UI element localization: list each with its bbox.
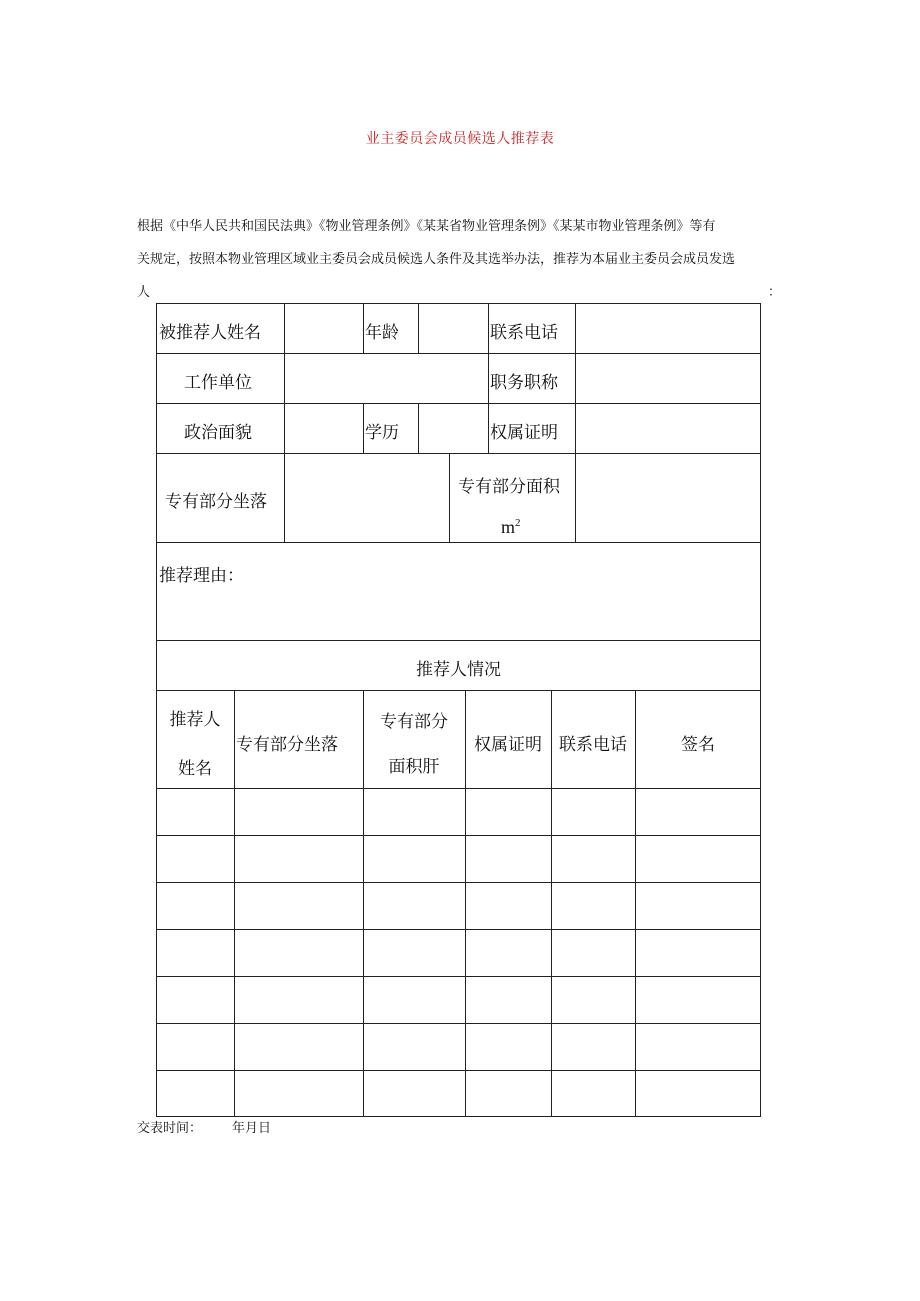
col-name-header-line2: 姓名 [178, 759, 212, 779]
intro-line-2: 关规定，按照本物业管理区域业主委员会成员候选人条件及其选举办法，推荐为本届业主委员会成员发选 [137, 252, 736, 267]
col-cert-header-text: 权属证明 [474, 735, 542, 755]
col-sign-header-text: 签名 [681, 735, 715, 755]
recommender-row-3-location-cell[interactable] [234, 882, 363, 929]
recommender-row-4-area-cell[interactable] [363, 929, 465, 976]
form-table [156, 303, 761, 1117]
recommender-row-7-area-cell[interactable] [363, 1070, 465, 1117]
col-phone-header-text: 联系电话 [559, 735, 627, 755]
col-area-header-line2: 面积肝 [388, 757, 440, 777]
recommender-row-5-phone-cell[interactable] [551, 976, 635, 1023]
work-unit-input[interactable] [284, 353, 488, 403]
recommender-row-4-cert-cell[interactable] [465, 929, 551, 976]
unit-area-label: 专有部分面积 [458, 477, 560, 497]
recommender-row-4-name-cell[interactable] [156, 929, 234, 976]
political-status-label: 政治面貌 [184, 423, 252, 443]
recommender-row-3-phone-cell[interactable] [551, 882, 635, 929]
recommender-row-4-phone-cell[interactable] [551, 929, 635, 976]
recommender-row-3-name-cell[interactable] [156, 882, 234, 929]
reason-label: 推荐理由： [159, 566, 244, 586]
phone-input[interactable] [575, 303, 761, 353]
unit-location-input[interactable] [284, 453, 449, 542]
recommender-row-1-cert-cell[interactable] [465, 788, 551, 835]
recommender-row-6-phone-cell[interactable] [551, 1023, 635, 1070]
recommender-row-3-sign-cell[interactable] [635, 882, 761, 929]
nominee-name-label: 被推荐人姓名 [159, 323, 261, 343]
recommender-row-7-location-cell[interactable] [234, 1070, 363, 1117]
intro-line-3-end: ： [768, 285, 782, 300]
recommender-row-5-sign-cell[interactable] [635, 976, 761, 1023]
recommender-row-2-sign-cell[interactable] [635, 835, 761, 882]
unit-area-unit [501, 517, 521, 538]
political-status-input[interactable] [284, 403, 363, 453]
age-label: 年龄 [365, 323, 399, 343]
recommender-row-1-sign-cell[interactable] [635, 788, 761, 835]
recommender-row-2-name-cell[interactable] [156, 835, 234, 882]
recommender-row-7-cert-cell[interactable] [465, 1070, 551, 1117]
recommender-row-2-phone-cell[interactable] [551, 835, 635, 882]
col-name-header-line1: 推荐人 [169, 710, 221, 730]
recommender-row-7-name-cell[interactable] [156, 1070, 234, 1117]
recommender-row-5-location-cell[interactable] [234, 976, 363, 1023]
unit-area-input[interactable] [575, 453, 761, 542]
position-title-label: 职务职称 [490, 373, 558, 393]
recommender-row-7-sign-cell[interactable] [635, 1070, 761, 1117]
recommender-row-2-cert-cell[interactable] [465, 835, 551, 882]
position-title-input[interactable] [575, 353, 761, 403]
recommender-row-1-phone-cell[interactable] [551, 788, 635, 835]
intro-line-1: 根据《中华人民共和国民法典》《物业管理条例》《某某省物业管理条例》《某某市物业管理条例》等有 [137, 219, 716, 234]
unit-area-unit-sup: 2 [515, 517, 521, 529]
recommender-row-6-name-cell[interactable] [156, 1023, 234, 1070]
ownership-cert-label: 权属证明 [490, 423, 558, 443]
recommender-section-title: 推荐人情况 [416, 660, 501, 680]
recommender-row-6-location-cell[interactable] [234, 1023, 363, 1070]
unit-location-label: 专有部分坐落 [165, 492, 267, 512]
recommender-row-5-area-cell[interactable] [363, 976, 465, 1023]
recommender-row-5-cert-cell[interactable] [465, 976, 551, 1023]
col-area-header-line1: 专有部分 [380, 712, 448, 732]
reason-cell[interactable] [156, 542, 761, 640]
work-unit-label: 工作单位 [184, 373, 252, 393]
recommender-row-1-location-cell[interactable] [234, 788, 363, 835]
ownership-cert-input[interactable] [575, 403, 761, 453]
phone-label: 联系电话 [490, 323, 558, 343]
unit-area-unit-m: m [501, 517, 516, 537]
recommender-row-4-sign-cell[interactable] [635, 929, 761, 976]
intro-line-3 [137, 284, 787, 301]
recommender-row-1-area-cell[interactable] [363, 788, 465, 835]
recommender-row-5-name-cell[interactable] [156, 976, 234, 1023]
col-location-header-text: 专有部分坐落 [236, 735, 338, 755]
recommender-row-7-phone-cell[interactable] [551, 1070, 635, 1117]
recommender-row-6-area-cell[interactable] [363, 1023, 465, 1070]
document-title: 业主委员会成员候选人推荐表 [365, 131, 555, 147]
footer [137, 1117, 271, 1136]
nominee-name-input[interactable] [284, 303, 363, 353]
submit-time-label: 交表时间： [137, 1121, 203, 1136]
recommender-row-1-name-cell[interactable] [156, 788, 234, 835]
recommender-row-3-cert-cell[interactable] [465, 882, 551, 929]
recommender-row-6-cert-cell[interactable] [465, 1023, 551, 1070]
recommender-row-6-sign-cell[interactable] [635, 1023, 761, 1070]
submit-date: 年月日 [232, 1121, 272, 1136]
recommender-row-3-area-cell[interactable] [363, 882, 465, 929]
recommender-row-4-location-cell[interactable] [234, 929, 363, 976]
intro-line-3-start: 人 [137, 285, 151, 300]
age-input[interactable] [418, 303, 488, 353]
recommender-row-2-location-cell[interactable] [234, 835, 363, 882]
education-input[interactable] [418, 403, 488, 453]
education-label: 学历 [365, 423, 399, 443]
recommender-row-2-area-cell[interactable] [363, 835, 465, 882]
